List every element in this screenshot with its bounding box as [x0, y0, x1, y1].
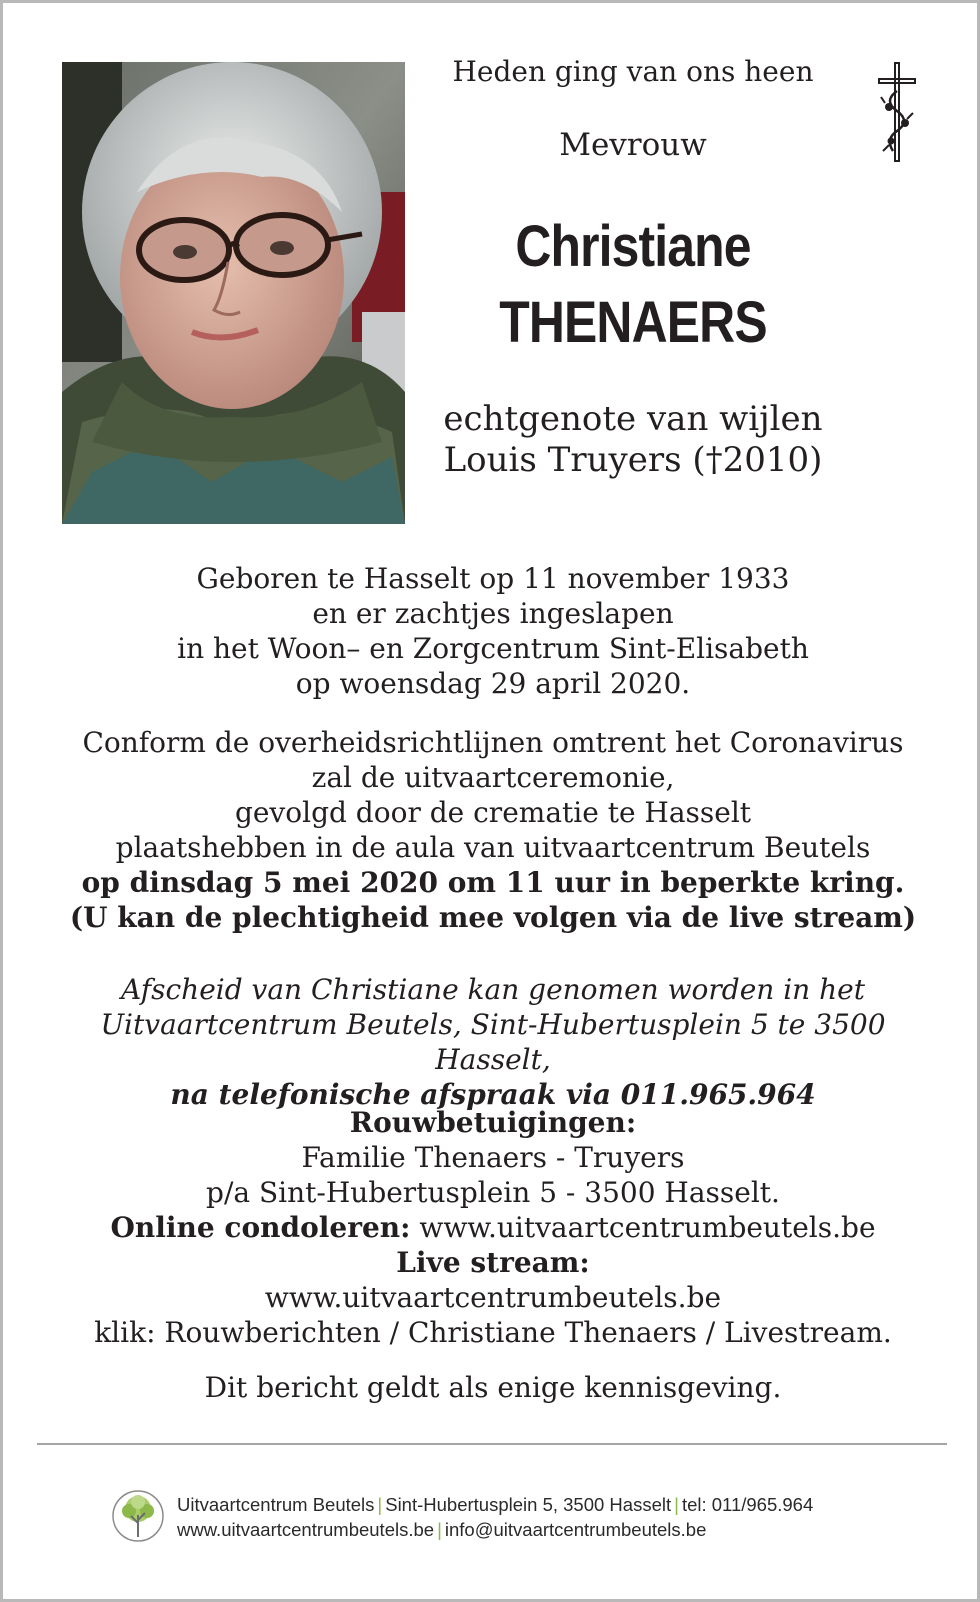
family-name: Familie Thenaers - Truyers: [301, 1141, 685, 1174]
footer-address: Sint-Hubertusplein 5, 3500 Hasselt: [385, 1494, 672, 1515]
livestream-path: klik: Rouwberichten / Christiane Thenaers / Livestream.: [94, 1316, 892, 1349]
footer-phone: tel: 011/965.964: [681, 1494, 814, 1515]
online-condolences-link[interactable]: www.uitvaartcentrumbeutels.be: [419, 1211, 876, 1244]
date-line: op woensdag 29 april 2020.: [295, 667, 691, 700]
portrait-photo: [62, 62, 405, 524]
farewell-appointment: na telefonische afspraak via 011.965.964: [170, 1078, 816, 1111]
cross-icon: [875, 61, 919, 163]
footer-divider: [37, 1443, 947, 1445]
tree-logo-icon: [111, 1489, 165, 1543]
farewell-info: [43, 972, 943, 1112]
livestream-note: (U kan de plechtigheid mee volgen via de live stream): [69, 901, 917, 934]
footer-company: Uitvaartcentrum Beutels: [177, 1494, 375, 1515]
deceased-name: [452, 209, 813, 361]
footer-email-link[interactable]: info@uitvaartcentrumbeutels.be: [444, 1519, 707, 1540]
online-condolences: [43, 1210, 943, 1245]
spouse-info: [423, 399, 843, 481]
birth-line: Geboren te Hasselt op 11 november 1933: [196, 562, 790, 595]
first-name: Christiane: [515, 214, 751, 279]
livestream-link[interactable]: www.uitvaartcentrumbeutels.be: [264, 1281, 722, 1314]
ceremony-line: plaatshebben in de aula van uitvaartcentrum Beutels: [115, 831, 871, 864]
condolences-address: p/a Sint-Hubertusplein 5 - 3500 Hasselt.: [206, 1176, 780, 1209]
spouse-line-1: echtgenote van wijlen: [443, 399, 823, 439]
ceremony-line: Conform de overheidsrichtlijnen omtrent het Coronavirus: [82, 726, 904, 759]
condolences-info: [43, 1105, 943, 1350]
footer-line-1: [177, 1492, 813, 1517]
last-name: THENAERS: [499, 290, 767, 355]
spouse-line-2: Louis Truyers (†2010): [443, 440, 823, 480]
livestream-heading: Live stream:: [396, 1246, 590, 1279]
passing-line: en er zachtjes ingeslapen: [312, 597, 674, 630]
ceremony-line: gevolgd door de crematie te Hasselt: [234, 796, 752, 829]
footer-website-link[interactable]: www.uitvaartcentrumbeutels.be: [177, 1519, 435, 1540]
ceremony-info: [43, 725, 943, 935]
ceremony-date: op dinsdag 5 mei 2020 om 11 uur in beperkte kring.: [81, 866, 905, 899]
ceremony-line: zal de uitvaartceremonie,: [311, 761, 675, 794]
online-condolences-label: Online condoleren:: [110, 1211, 411, 1244]
intro-text: Heden ging van ons heen: [452, 55, 814, 88]
condolences-heading: Rouwbetuigingen:: [349, 1106, 637, 1139]
footer-separator: |: [674, 1494, 679, 1515]
notice-text: Dit bericht geldt als enige kennisgeving.: [204, 1371, 782, 1404]
honorific: Mevrouw: [559, 127, 707, 163]
footer-line-2: [177, 1517, 813, 1542]
footer-contact: [177, 1492, 813, 1542]
farewell-line: Uitvaartcentrum Beutels, Sint-Hubertusplein 5 te 3500 Hasselt,: [100, 1008, 886, 1076]
farewell-line: Afscheid van Christiane kan genomen worden in het: [121, 973, 865, 1006]
footer-separator: |: [437, 1519, 442, 1540]
birth-death-info: [43, 561, 943, 701]
place-line: in het Woon– en Zorgcentrum Sint-Elisabeth: [177, 632, 809, 665]
footer-separator: |: [377, 1494, 383, 1515]
